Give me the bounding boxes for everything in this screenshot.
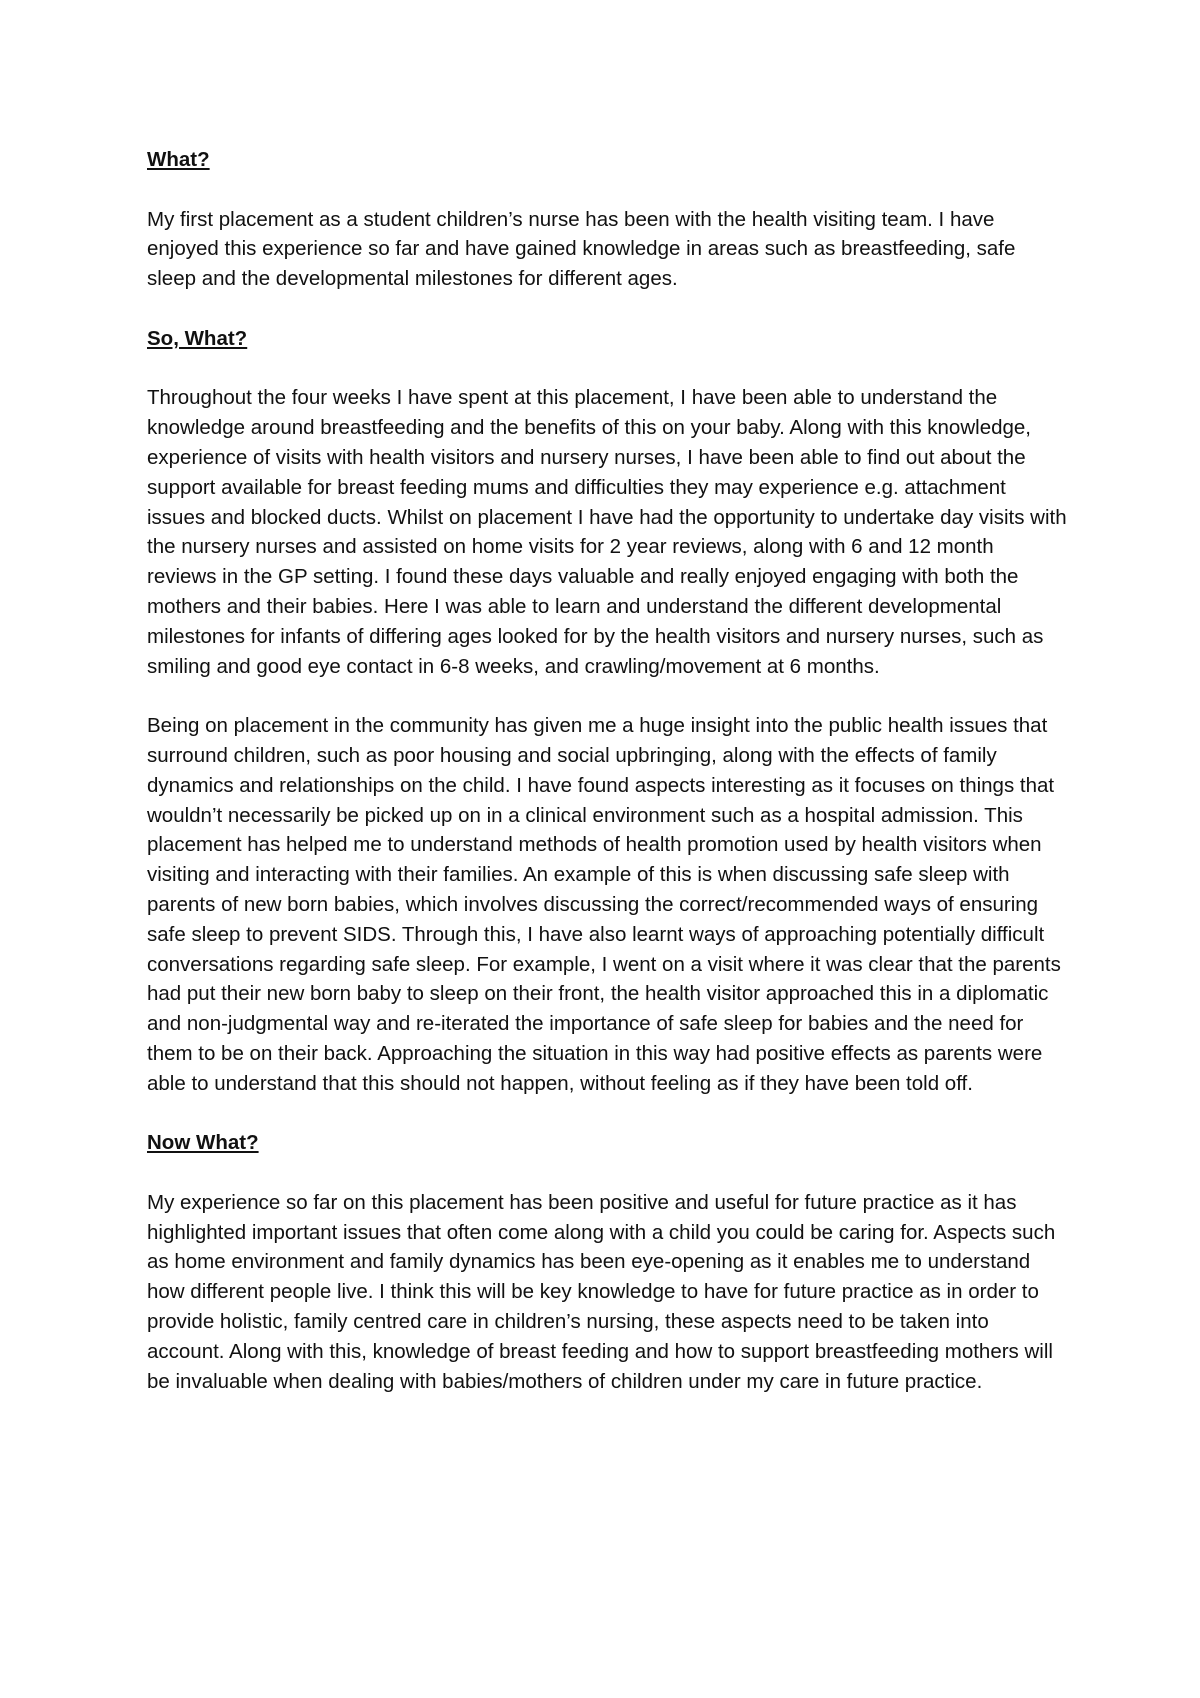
paragraph-what-intro: My first placement as a student children’s nurse has been with the health visiting team. I have enjoyed this experience so far and have gained knowledge in areas such as breastfeeding, safe sleep and the developmental milestones for different ages. — [147, 207, 1016, 291]
section-heading-so-what: So, What? — [147, 326, 248, 350]
section-heading-now-what: Now What? — [147, 1131, 259, 1155]
paragraph-so-what-breastfeeding: Throughout the four weeks I have spent at this placement, I have been able to understand the knowledge around breastfeeding and the benefits of this on your baby. Along with this knowledge, experience of visits with health visitors and nursery nurses, I have been able to find out about the support available for breast feeding mums and difficulties they may experience e.g. attachment issues and blocked ducts. Whilst on placement I have had the opportunity to undertake day visits with the nursery nurses and assisted on home visits for 2 year reviews, along with 6 and 12 month reviews in the GP setting. I found these days valuable and really enjoyed engaging with both the mothers and their babies. Here I was able to learn and understand the different developmental milestones for infants of differing ages looked for by the health visitors and nursery nurses, such as smiling and good eye contact in 6-8 weeks, and crawling/movement at 6 months. — [147, 386, 1067, 678]
paragraph-so-what-community: Being on placement in the community has given me a huge insight into the public health issues that surround children, such as poor housing and social upbringing, along with the effects of family dynamics and relationships on the child. I have found aspects interesting as it focuses on things that wouldn’t necessarily be picked up on in a clinical environment such as a hospital admission. This placement has helped me to understand methods of health promotion used by health visitors when visiting and interacting with their families. An example of this is when discussing safe sleep with parents of new born babies, which involves discussing the correct/recommended ways of ensuring safe sleep to prevent SIDS. Through this, I have also learnt ways of approaching potentially difficult conversations regarding safe sleep. For example, I went on a visit where it was clear that the parents had put their new born baby to sleep on their front, the health visitor approached this in a diplomatic and non-judgmental way and re-iterated the importance of safe sleep for babies and the need for them to be on their back. Approaching the situation in this way had positive effects as parents were able to understand that this should not happen, without feeling as if they have been told off. — [147, 714, 1061, 1095]
section-heading-what: What? — [147, 148, 210, 171]
paragraph-now-what-future: My experience so far on this placement has been positive and useful for future practice as it has highlighted important issues that often come along with a child you could be caring for. Aspects such as home environment and family dynamics has been eye-opening as it enables me to understand how different people live. I think this will be key knowledge to have for future practice as in order to provide holistic, family centred care in children’s nursing, these aspects need to be taken into account. Along with this, knowledge of breast feeding and how to support breastfeeding mothers will be invaluable when dealing with babies/mothers of children under my care in future practice. — [147, 1190, 1056, 1393]
document-body — [147, 145, 1067, 1396]
